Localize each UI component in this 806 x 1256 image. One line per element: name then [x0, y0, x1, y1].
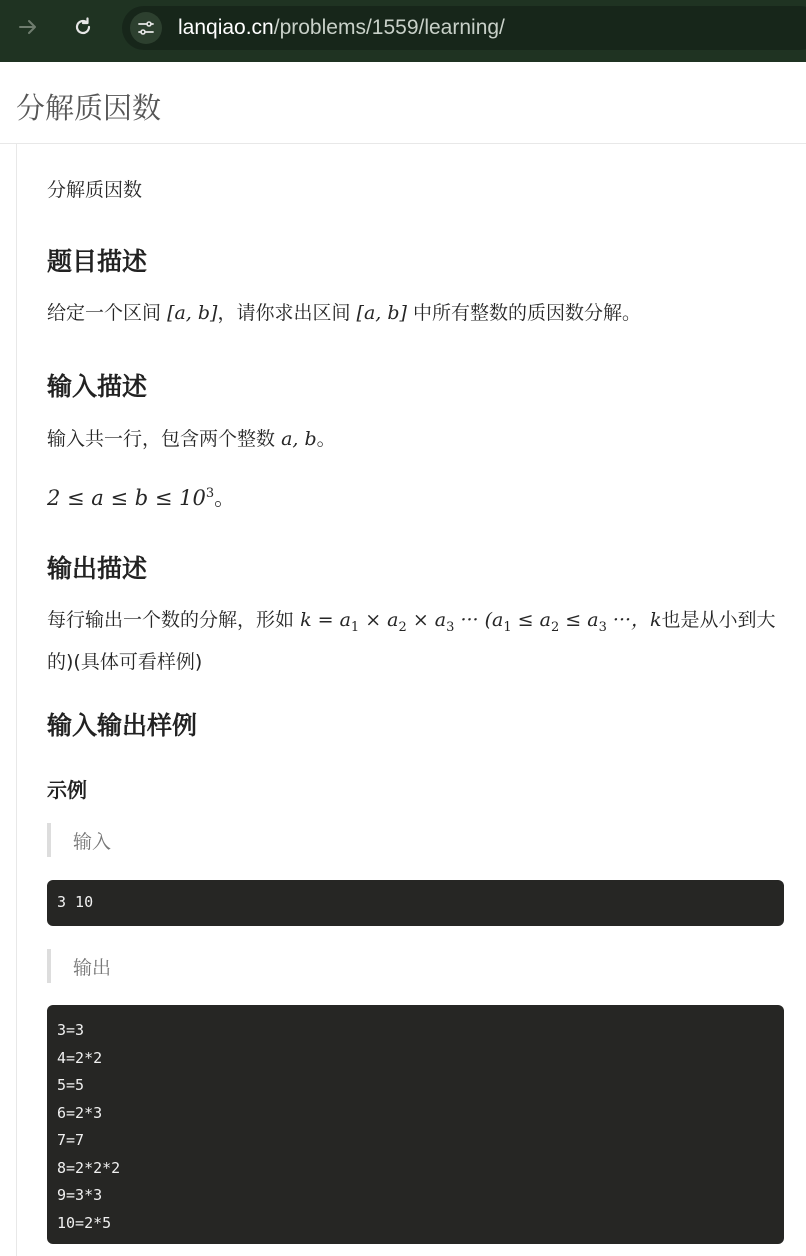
input-label-quote — [47, 823, 787, 857]
problem-intro: 分解质因数 — [47, 179, 143, 201]
site-info-button[interactable] — [130, 12, 162, 44]
reload-icon — [72, 16, 94, 38]
url-path: /problems/1559/learning/ — [273, 16, 505, 39]
output-heading: 输出描述 — [47, 554, 148, 583]
input-label: 输入 — [73, 831, 112, 853]
url-host: lanqiao.cn — [178, 16, 274, 39]
url-text[interactable] — [178, 16, 505, 40]
page-header — [0, 62, 806, 144]
output-text-part: 也是从小到大的)(具体可看样例) — [47, 609, 776, 673]
input-text — [47, 422, 336, 456]
description-text-part: ，请你求出区间 — [217, 302, 351, 324]
input-text-end: 。 — [316, 428, 336, 450]
page-title: 分解质因数 — [16, 91, 162, 125]
input-sample-code[interactable]: 3 10 — [47, 880, 784, 926]
description-text — [47, 296, 641, 330]
output-text-part: 每行输出一个数的分解，形如 — [47, 609, 295, 631]
constraint-math: 2 ≤ a ≤ b ≤ 10 — [47, 486, 206, 510]
constraint-exponent: 3 — [205, 486, 215, 501]
example-heading: 示例 — [47, 778, 87, 802]
samples-heading: 输入输出样例 — [47, 711, 198, 740]
description-heading: 题目描述 — [47, 247, 148, 276]
input-math: a, b — [281, 428, 317, 450]
description-text-part: 中所有整数的质因数分解。 — [412, 302, 641, 324]
tune-icon — [136, 18, 156, 38]
forward-button[interactable] — [14, 13, 42, 41]
output-label: 输出 — [73, 957, 112, 979]
output-text — [47, 603, 787, 679]
constraint-text — [47, 477, 235, 515]
output-formula: $k = a_1 \times a_2 \times a_3$ ··· ($a_1 \le a_2 \le a_3$ ···，k — [300, 609, 662, 635]
reload-button[interactable] — [69, 13, 97, 41]
output-sample-code[interactable]: 3=3 4=2*2 5=5 6=2*3 7=7 8=2*2*2 9=3*3 10=2*5 — [47, 1005, 784, 1244]
constraint-end: 。 — [214, 486, 236, 510]
input-heading: 输入描述 — [47, 372, 148, 401]
address-bar[interactable] — [122, 6, 806, 50]
description-text-part: 给定一个区间 — [47, 302, 162, 324]
content-divider — [16, 144, 17, 1256]
input-text-part: 输入共一行，包含两个整数 — [47, 428, 276, 450]
interval-math: [a, b] — [356, 302, 407, 324]
interval-math: [a, b] — [167, 302, 218, 324]
browser-toolbar — [0, 0, 806, 62]
arrow-right-icon — [17, 16, 39, 38]
output-label-quote — [47, 949, 787, 983]
